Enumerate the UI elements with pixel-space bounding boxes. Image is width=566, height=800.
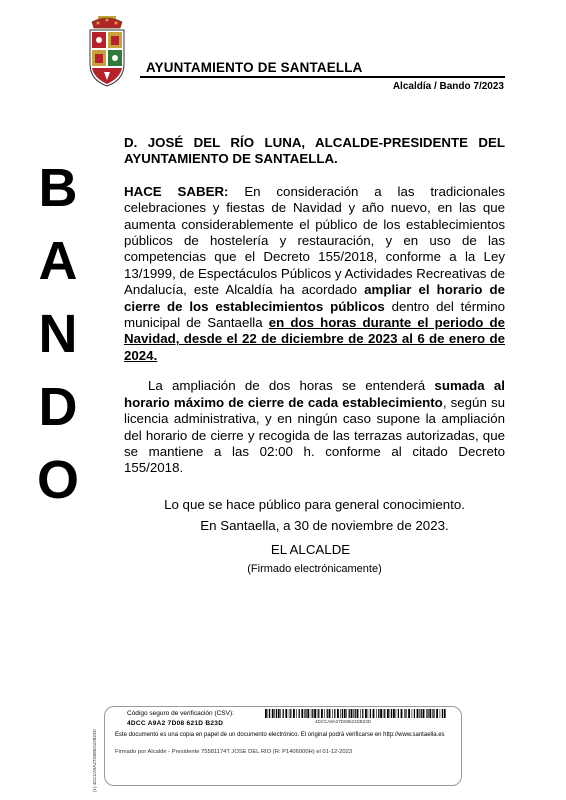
coat-of-arms-icon bbox=[84, 14, 130, 88]
paragraph-underlined-emphasis: en dos horas durante el periodo de Navidad, desde el 22 de diciembre de 2023 al 6 de enero de 2024. bbox=[124, 315, 505, 363]
signer-title: EL ALCALDE bbox=[270, 542, 351, 557]
header-divider bbox=[140, 76, 505, 78]
csv-label: Código seguro de verificación (CSV): bbox=[127, 710, 234, 717]
paragraph-lead: HACE SABER: bbox=[124, 183, 229, 199]
side-title bbox=[28, 152, 88, 517]
document-reference: Alcaldía / Bando 7/2023 bbox=[392, 81, 504, 92]
paragraph-text: En consideración a las tradicionales celebraciones y fiestas de Navidad y año nuevo, en las que aumenta considerablemente el público de los establecimientos públicos de hostelería y restauración, y en uso de las competencias que el Decreto 155/2018, conforme a la Ley 13/1999, de Espectáculos Públicos y Actividades Recreativas de Andalucía, este Alcaldía ha acordado bbox=[124, 183, 505, 298]
verification-note: Este documento es una copia en papel de un documento electrónico. El original podrá verificarse en http://www.santaella.es bbox=[115, 732, 445, 738]
paragraph-text: dentro del término municipal de Santaella bbox=[124, 298, 505, 331]
document-body bbox=[124, 135, 505, 477]
side-verification-code: (1) 4DCCA9A27D08621DB23D bbox=[92, 729, 97, 792]
side-title-letter: A bbox=[38, 231, 78, 291]
paragraph-ampliacion bbox=[124, 378, 505, 476]
closing-statement: Lo que se hace público para general conocimiento. bbox=[164, 497, 465, 512]
side-title-letter: O bbox=[36, 450, 79, 510]
document-heading: D. JOSÉ DEL RÍO LUNA, ALCALDE-PRESIDENTE DEL AYUNTAMIENTO DE SANTAELLA. bbox=[124, 135, 505, 167]
barcode-text: 4DCCA9A27D08621DB23D bbox=[315, 719, 372, 724]
closing-place-date: En Santaella, a 30 de noviembre de 2023. bbox=[200, 518, 449, 533]
side-title-letter: D bbox=[38, 377, 78, 437]
verification-box bbox=[104, 706, 462, 786]
signer-info: Firmado por Alcalde - Presidente 75581174T JOSE DEL RIO (R: P1406000H) el 01-12-2023 bbox=[115, 749, 353, 755]
barcode-icon bbox=[265, 709, 447, 718]
paragraph-hace-saber bbox=[124, 184, 505, 364]
csv-code: 4DCC A9A2 7D08 621D B23D bbox=[127, 720, 224, 727]
signature-note: (Firmado electrónicamente) bbox=[247, 563, 382, 575]
organization-name: AYUNTAMIENTO DE SANTAELLA bbox=[146, 60, 363, 75]
paragraph-text: La ampliación de dos horas se entenderá bbox=[148, 378, 435, 394]
paragraph-emphasis: ampliar el horario de cierre de los establecimientos públicos bbox=[124, 282, 506, 314]
side-title-letter: N bbox=[38, 304, 78, 364]
side-title-letter: B bbox=[38, 158, 78, 218]
paragraph-text: , según su licencia administrativa, y en ningún caso supone la ampliación del horario de cierre y recogida de las terrazas autorizadas, que se mantiene a las 02:00 h. conforme al citado Decreto 155/2018. bbox=[124, 394, 506, 476]
paragraph-emphasis: sumada al horario máximo de cierre de cada establecimiento bbox=[124, 378, 505, 410]
